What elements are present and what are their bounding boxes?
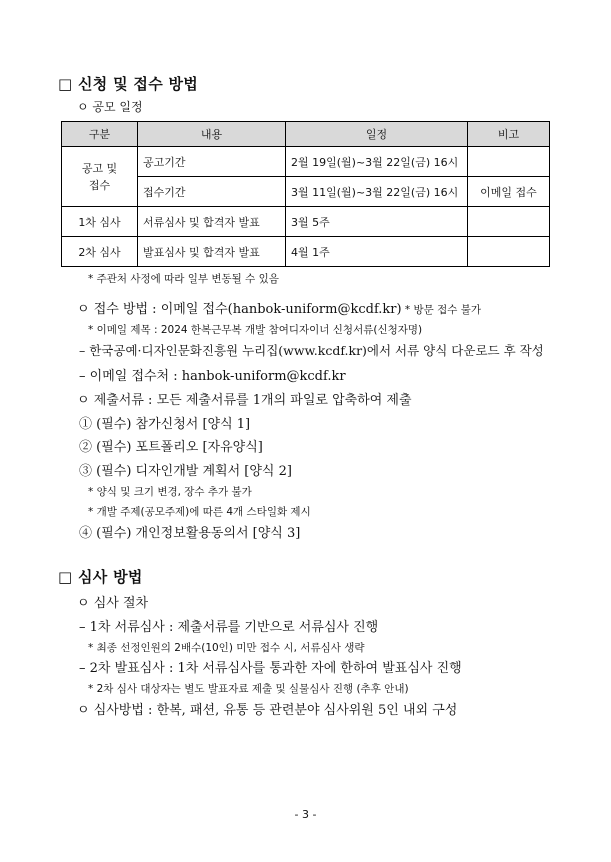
cell-content: 발표심사 및 합격자 발표	[138, 237, 286, 267]
review-procedure: ㅇ 심사 절차	[77, 596, 149, 611]
doc-item-3: ③ (필수) 디자인개발 계획서 [양식 2]	[79, 464, 292, 479]
submission-method	[77, 298, 481, 317]
schedule-label: ㅇ 공모 일정	[77, 100, 143, 114]
submission-documents: ㅇ 제출서류 : 모든 제출서류를 1개의 파일로 압축하여 제출	[77, 393, 412, 408]
cell-category: 2차 심사	[62, 237, 138, 267]
cell-content: 공고기간	[138, 147, 286, 177]
doc-item-3-note-2: * 개발 주제(공모주제)에 따른 4개 스타일화 제시	[88, 506, 311, 518]
header-date: 일정	[286, 122, 468, 147]
submission-method-text: ㅇ 접수 방법 : 이메일 접수(hanbok-uniform@kcdf.kr)	[77, 302, 402, 317]
table-header-row	[62, 122, 550, 147]
doc-item-3-note-1: * 양식 및 크기 변경, 장수 추가 불가	[88, 486, 252, 498]
table-row	[62, 237, 550, 267]
doc-item-2: ② (필수) 포트폴리오 [자유양식]	[79, 440, 263, 455]
review-method: ㅇ 심사방법 : 한복, 패션, 유통 등 관련분야 심사위원 5인 내외 구성	[77, 703, 458, 718]
schedule-table	[61, 121, 550, 267]
cell-date: 3월 11일(월)~3월 22일(금) 16시	[286, 177, 468, 207]
email-recipient: – 이메일 접수처 : hanbok-uniform@kcdf.kr	[79, 369, 346, 384]
table-footnote: * 주관처 사정에 따라 일부 변동될 수 있음	[88, 273, 279, 285]
doc-item-4: ④ (필수) 개인정보활용동의서 [양식 3]	[79, 526, 301, 541]
cell-note	[468, 207, 550, 237]
section-heading-application: □ 신청 및 접수 방법	[58, 75, 199, 93]
review-step-1: – 1차 서류심사 : 제출서류를 기반으로 서류심사 진행	[79, 620, 379, 635]
cell-note	[468, 237, 550, 267]
section-heading-review: □ 심사 방법	[58, 568, 143, 586]
cell-content: 접수기간	[138, 177, 286, 207]
download-instruction: – 한국공예·디자인문화진흥원 누리집(www.kcdf.kr)에서 서류 양식 다운로드 후 작성	[79, 343, 544, 358]
header-content: 내용	[138, 122, 286, 147]
header-category: 구분	[62, 122, 138, 147]
cell-category-announce: 공고 및 접수	[62, 147, 138, 207]
table-row	[62, 207, 550, 237]
cell-category: 1차 심사	[62, 207, 138, 237]
cell-date: 2월 19일(월)~3월 22일(금) 16시	[286, 147, 468, 177]
doc-item-1: ① (필수) 참가신청서 [양식 1]	[79, 417, 251, 432]
cell-note: 이메일 접수	[468, 177, 550, 207]
table-row	[62, 147, 550, 177]
cell-content: 서류심사 및 합격자 발표	[138, 207, 286, 237]
review-step-2-note: * 2차 심사 대상자는 별도 발표자료 제출 및 실물심사 진행 (추후 안내)	[88, 683, 409, 695]
cell-note	[468, 147, 550, 177]
submission-method-note: * 방문 접수 불가	[401, 304, 482, 316]
page-number: - 3 -	[294, 808, 317, 821]
cell-date: 3월 5주	[286, 207, 468, 237]
review-step-1-note: * 최종 선정인원의 2배수(10인) 미만 접수 시, 서류심사 생략	[88, 642, 365, 654]
header-note: 비고	[468, 122, 550, 147]
email-subject-note: * 이메일 제목 : 2024 한복근무복 개발 참여디자이너 신청서류(신청자명)	[88, 324, 423, 336]
review-step-2: – 2차 발표심사 : 1차 서류심사를 통과한 자에 한하여 발표심사 진행	[79, 661, 462, 676]
cell-date: 4월 1주	[286, 237, 468, 267]
